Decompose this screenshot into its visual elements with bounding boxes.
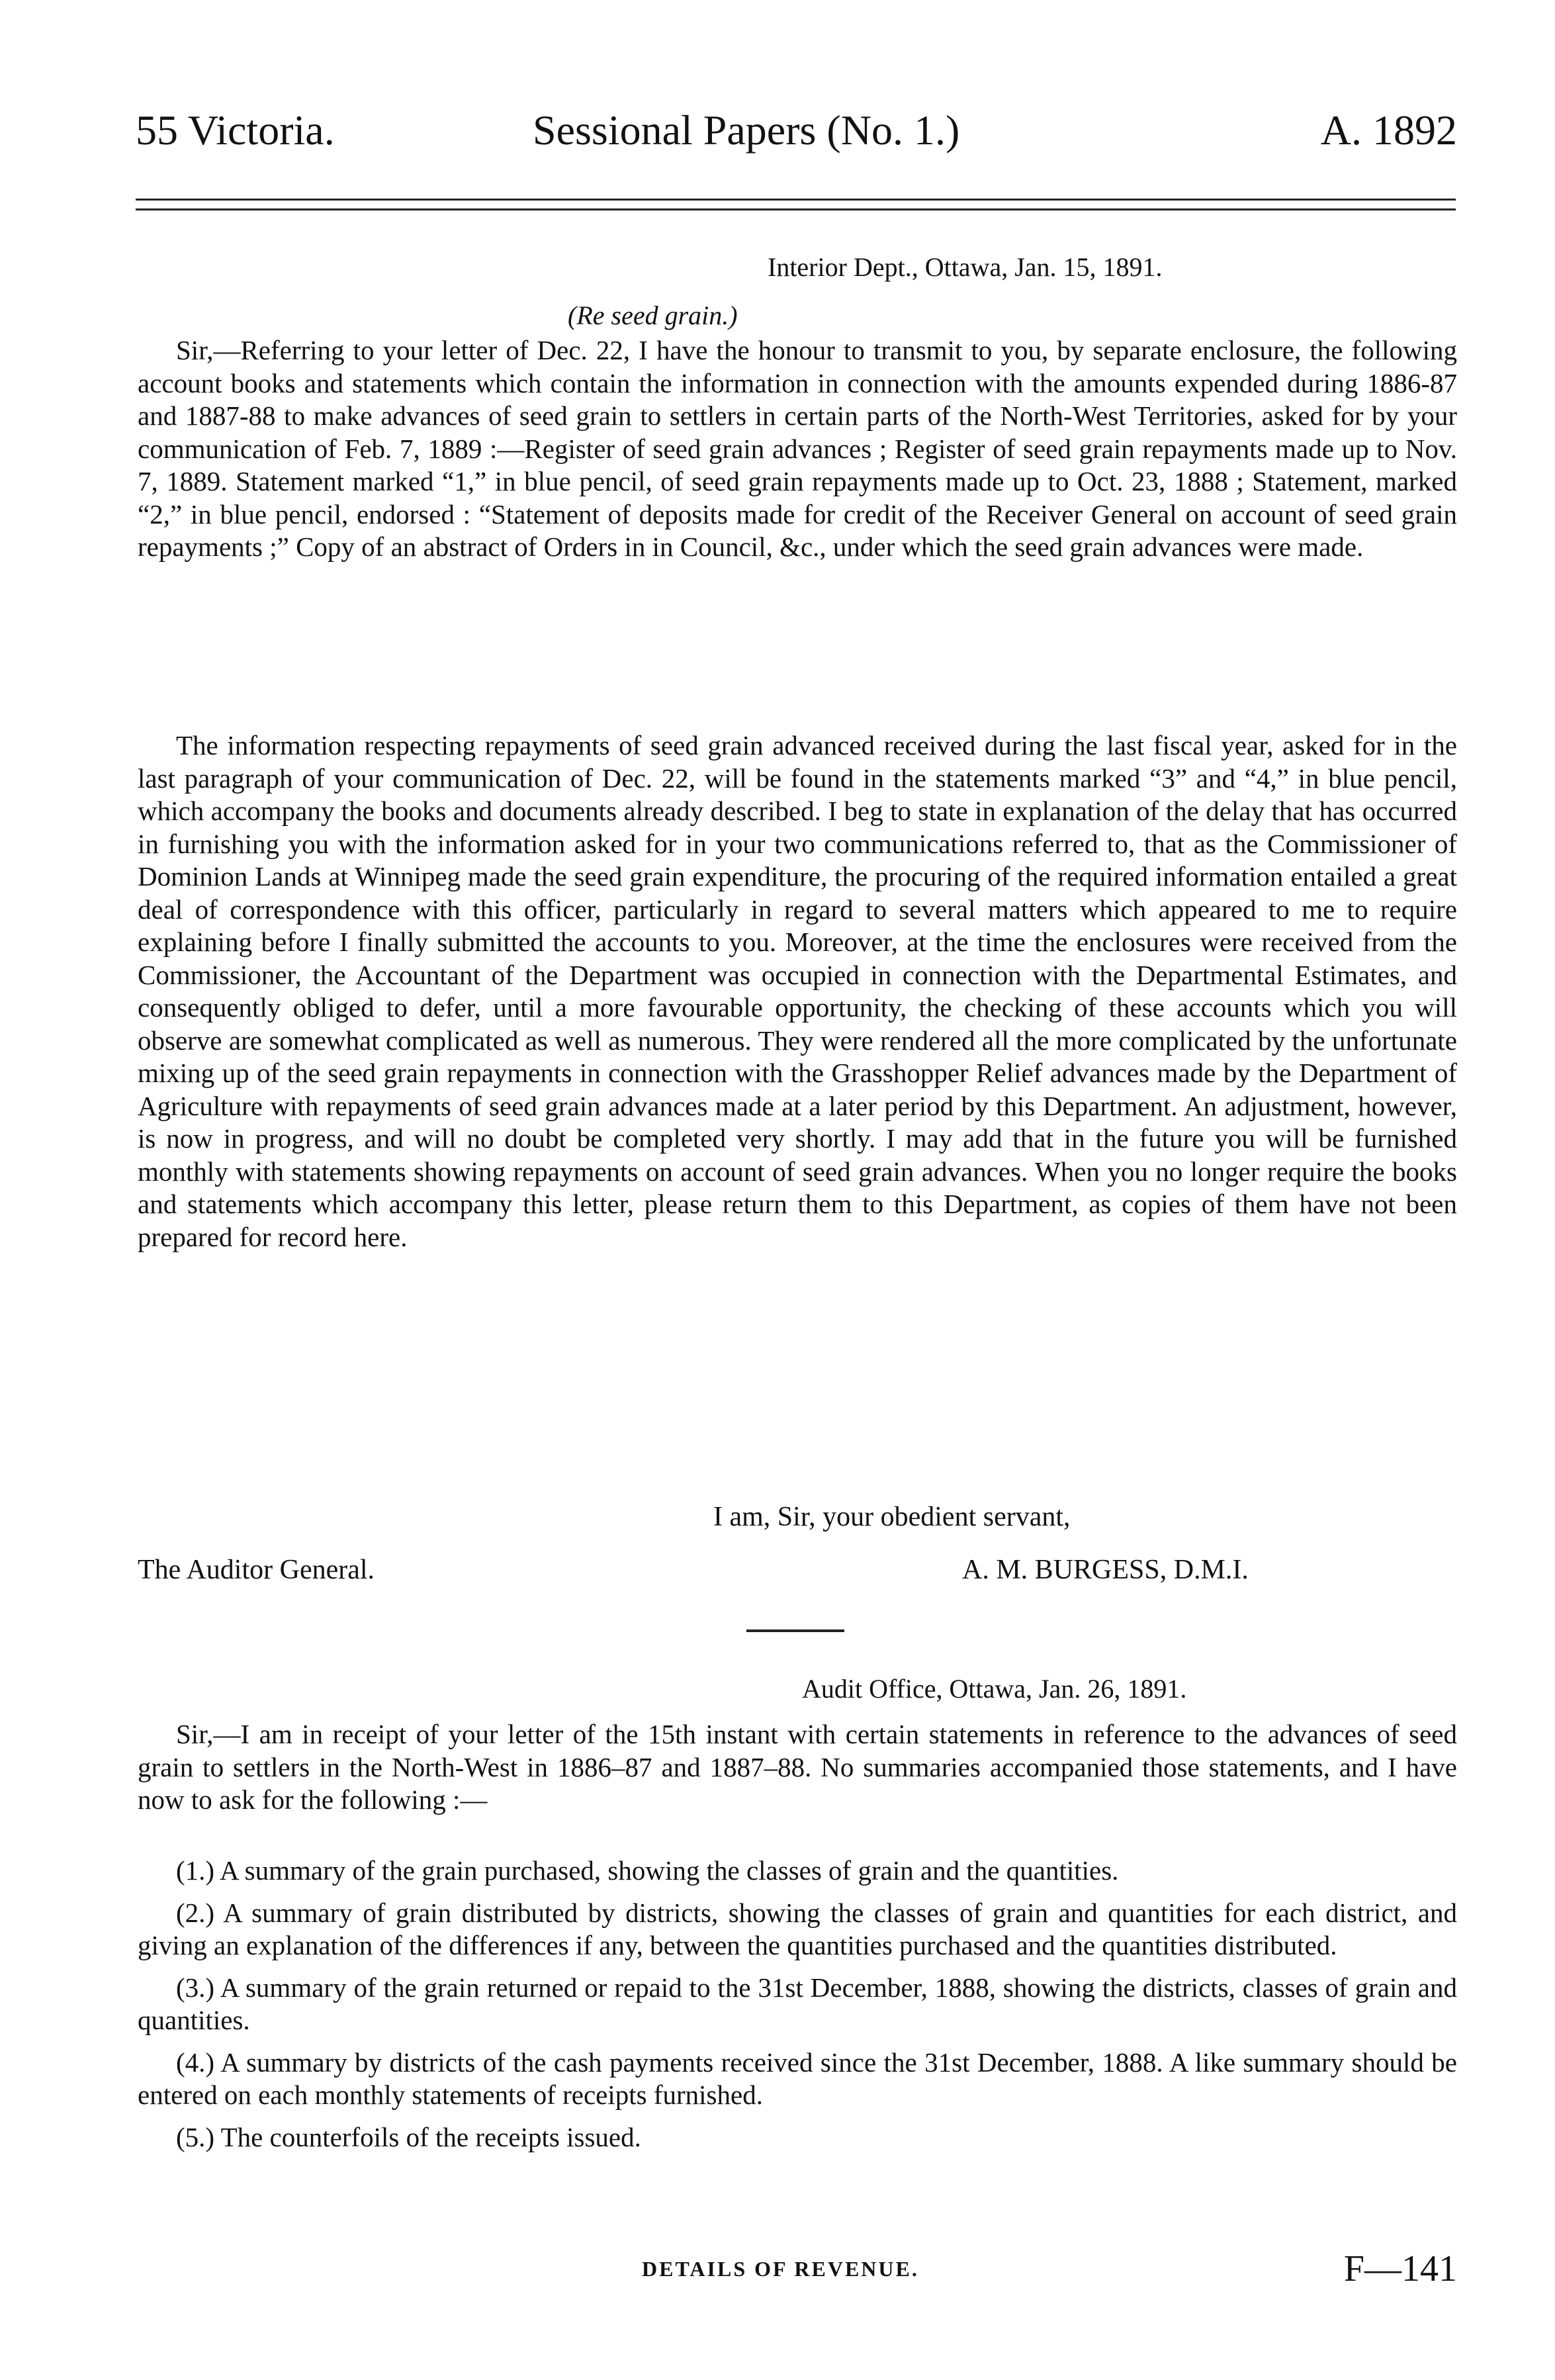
footer-heading: DETAILS OF REVENUE.: [642, 2257, 919, 2281]
header-right: A. 1892: [1320, 107, 1457, 154]
list-item: (1.) A summary of the grain purchased, showing the classes of grain and the quantities.: [176, 1855, 1119, 1886]
letter1-paragraph-1: Sir,—Referring to your letter of Dec. 22, I have the honour to transmit to you, by separate enclosure, the following account books and statements which contain the information in connection with the amounts expended during 1886-87 and 1887-88 to make advances of seed grain to settlers in certain parts of the North-West Territories, asked for by your communication of Feb. 7, 1889 :—Register of seed grain advances ; Register of seed grain repayments made up to Nov. 7, 1889. Statement marked “1,” in blue pencil, of seed grain repayments made up to Oct. 23, 1888 ; Statement, marked “2,” in blue pencil, endorsed : “Statement of deposits made for credit of the Receiver General on account of seed grain repayments ;” Copy of an abstract of Orders in in Council, &c., under which the seed grain advances were made.: [138, 335, 1457, 562]
list-item: (5.) The counterfoils of the receipts issued.: [176, 2121, 641, 2152]
letter2-paragraph-1: Sir,—I am in receipt of your letter of the 15th instant with certain statements in reference to the advances of seed grain to settlers in the North-West in 1886–87 and 1887–88. No summaries accompanied those statements, and I have now to ask for the following :—: [138, 1719, 1457, 1815]
list-item: (3.) A summary of the grain returned or repaid to the 31st December, 1888, showing the districts, classes of grain and quantities.: [138, 1972, 1457, 2035]
header-left: 55 Victoria.: [136, 107, 335, 154]
list-item: (2.) A summary of grain distributed by districts, showing the classes of grain and quantities for each district, and giving an explanation of the differences if any, between the quantities purchased and the quantities distributed.: [138, 1897, 1457, 1960]
letter1-dateline: Interior Dept., Ottawa, Jan. 15, 1891.: [768, 252, 1163, 282]
letter1-paragraph-2: The information respecting repayments of seed grain advanced received during the last fiscal year, asked for in the last paragraph of your communication of Dec. 22, will be found in the statements marked “3” and “4,” in blue pencil, which accompany the books and documents already described. I beg to state in explanation of the delay that has occurred in furnishing you with the information asked for in your two communications referred to, that as the Commissioner of Dominion Lands at Winnipeg made the seed grain expenditure, the procuring of the required information entailed a great deal of correspondence with this officer, particularly in regard to several matters which appeared to me to require explaining before I finally submitted the accounts to you. Moreover, at the time the enclosures were received from the Commissioner, the Accountant of the Department was occupied in connection with the Departmental Estimates, and consequently obliged to defer, until a more favourable opportunity, the checking of these accounts which you will observe are somewhat complicated as well as numerous. They were rendered all the more complicated by the unfortunate mixing up of the seed grain repayments in connection with the Grasshopper Relief advances made by the Department of Agriculture with repayments of seed grain advances made at a later period by this Department. An adjustment, however, is now in progress, and will no doubt be completed very shortly. I may add that in the future you will be furnished monthly with statements showing repayments on account of seed grain advances. When you no longer require the books and statements which accompany this letter, please return them to this Department, as copies of them have not been prepared for record here.: [138, 730, 1457, 1252]
header-rule: [136, 199, 1456, 210]
letter2-dateline: Audit Office, Ottawa, Jan. 26, 1891.: [802, 1674, 1187, 1704]
letter2-list: [138, 1854, 1457, 2163]
letter1-addressee: The Auditor General.: [138, 1555, 375, 1585]
letter1-subject: (Re seed grain.): [568, 300, 738, 330]
page-number: F—141: [1343, 2248, 1457, 2289]
letter1-closing: I am, Sir, your obedient servant,: [713, 1502, 1071, 1532]
letter1-signer: A. M. BURGESS, D.M.I.: [962, 1555, 1249, 1585]
header-center: Sessional Papers (No. 1.): [533, 107, 960, 154]
section-divider: [746, 1629, 844, 1632]
list-item: (4.) A summary by districts of the cash payments received since the 31st December, 1888. A like summary should be entered on each monthly statements of receipts furnished.: [138, 2046, 1457, 2110]
